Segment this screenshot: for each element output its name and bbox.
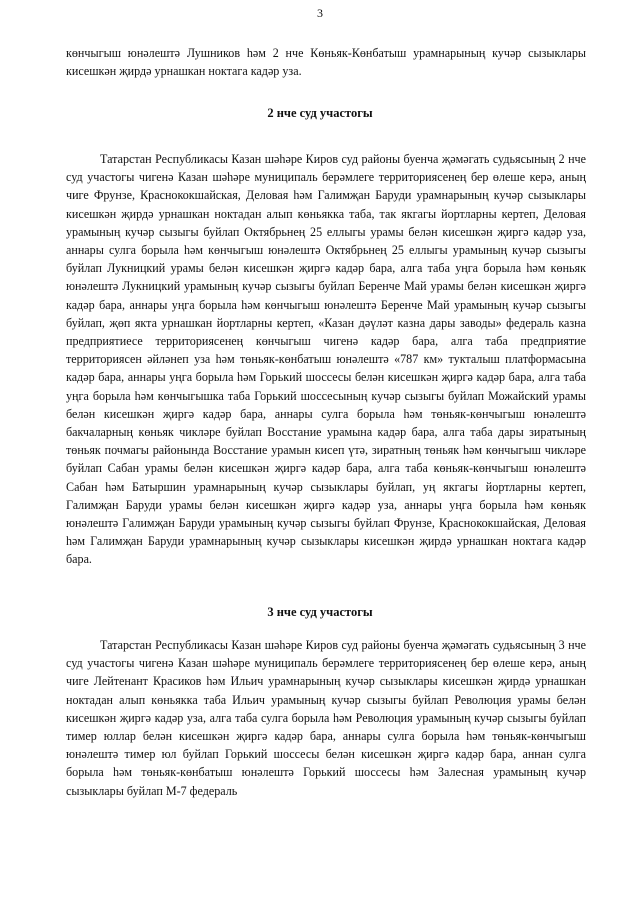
page-number: 3: [317, 6, 323, 20]
intro-paragraph-block: [66, 44, 586, 80]
section-2-paragraph: Татарстан Республикасы Казан шәһәре Киров суд районы буенча җәмәгать судьясының 2 нче суд участогы чигенә Казан шәһәре муниципаль берәмлеге территориясенең бер өлеше керә, аның чиге Фрунзе, Краснококшайская, Деловая һәм Галимҗан Баруди урамнарының кучәр сызыклары кисешкән җирдә урнашкан ноктадан алып көньякка таба, так якгагы йортларны кертеп, Деловая урамының кучәр сызыгы буйлап Октябрьнең 25 еллыгы урамы белән кисешкән җиргә кадәр уза, аннары сулга борыла һәм көнчыгыш юнәлештә Октябрьнең 25 еллыгы урамының кучәр сызыгы буйлап Лукницкий урамы белән кисешкән җиргә кадәр бара, алга таба уңга борыла һәм көньяк юнәлештә Лукницкий урамының кучәр сызыгы буйлап Беренче Май урамы белән кисешкән җиргә кадәр бара, аннары уңга борыла һәм көнчыгыш юнәлештә Беренче Май урамының кучәр сызыгы буйлап, җөп якта урнашкан йортларны кертеп, «Казан дәүләт казна дары заводы» федераль казна предприятиесе территориясенең көнчыгыш чигенә кадәр бара, алга таба предприятие территориясен әйләнеп уза һәм төньяк-көнбатыш юнәлештә «787 км» тукталыш платформасына кадәр бара, аннары уңга борыла һәм Горький шоссесы белән кисешкән җиргә кадәр бара, алга таба уңга борыла һәм көнчыгышка таба Горький шоссесының кучәр сызыгы буйлап Можайский урамы белән кисешкән җиргә кадәр бара, аннары сулга борыла һәм төньяк-көнчыгыш юнәлештә бакчаларның көньяк чикләре буйлап Восстание урамына кадәр бара, алга таба дары зиратының төньяк почмагы районында Восстание урамын кисеп үтә, зиратның төньяк һәм көнчыгыш чикләре буйлап Сабан урамы белән кисешкән җиргә кадәр бара, алга таба көньяк-көнчыгыш юнәлештә Сабан һәм Батыршин урамнарының кучәр сызыклары буйлап, уң якгагы йортларны кертеп, Галимҗан Баруди урамы белән кисешкән җиргә кадәр уза, аннары уңга борыла һәм көньяк юнәлештә Галимҗан Баруди урамының кучәр сызыгы буйлап Фрунзе, Краснококшайская, Деловая һәм Галимҗан Баруди урамнарының кучәр сызыклары кисешкән җирдә урнашкан ноктага кадәр бара.: [66, 152, 586, 567]
section-3-title: 3 нче суд участогы: [267, 605, 373, 619]
section-3-block: [66, 636, 586, 800]
section-2-title: 2 нче суд участогы: [267, 106, 373, 120]
section-2-block: [66, 150, 586, 569]
intro-paragraph: көнчыгыш юнәлештә Лушников һәм 2 нче Көньяк-Көнбатыш урамнарының кучәр сызыклары кисешкән җирдә урнашкан ноктага кадәр уза.: [66, 46, 586, 79]
section-3-paragraph: Татарстан Республикасы Казан шәһәре Киров суд районы буенча җәмәгать судьясының 3 нче суд участогы чигенә Казан шәһәре муниципаль берәмлеге территориясенең бер өлеше керә, аның чиге Лейтенант Красиков һәм Ильич урамнарының кучәр сызыклары кисешкән җирдә урнашкан ноктадан алып көньякка таба Ильич урамының кучәр сызыгы буйлап Революция урамы белән кисешкән җиргә кадәр уза, алга таба сулга борыла һәм Революция урамының кучәр сызыгы буйлап тимер юллар белән кисешкән җиргә кадәр бара, аннары сулга борыла һәм төньяк-көнчыгыш юнәлештә тимер юл буйлап Горький шоссесы белән кисешкән җиргә кадәр бара, аннан сулга борыла һәм төньяк-көнбатыш юнәлештә Горький шоссесы һәм Залесная урамының кучәр сызыклары буйлап М-7 федераль: [66, 638, 586, 798]
